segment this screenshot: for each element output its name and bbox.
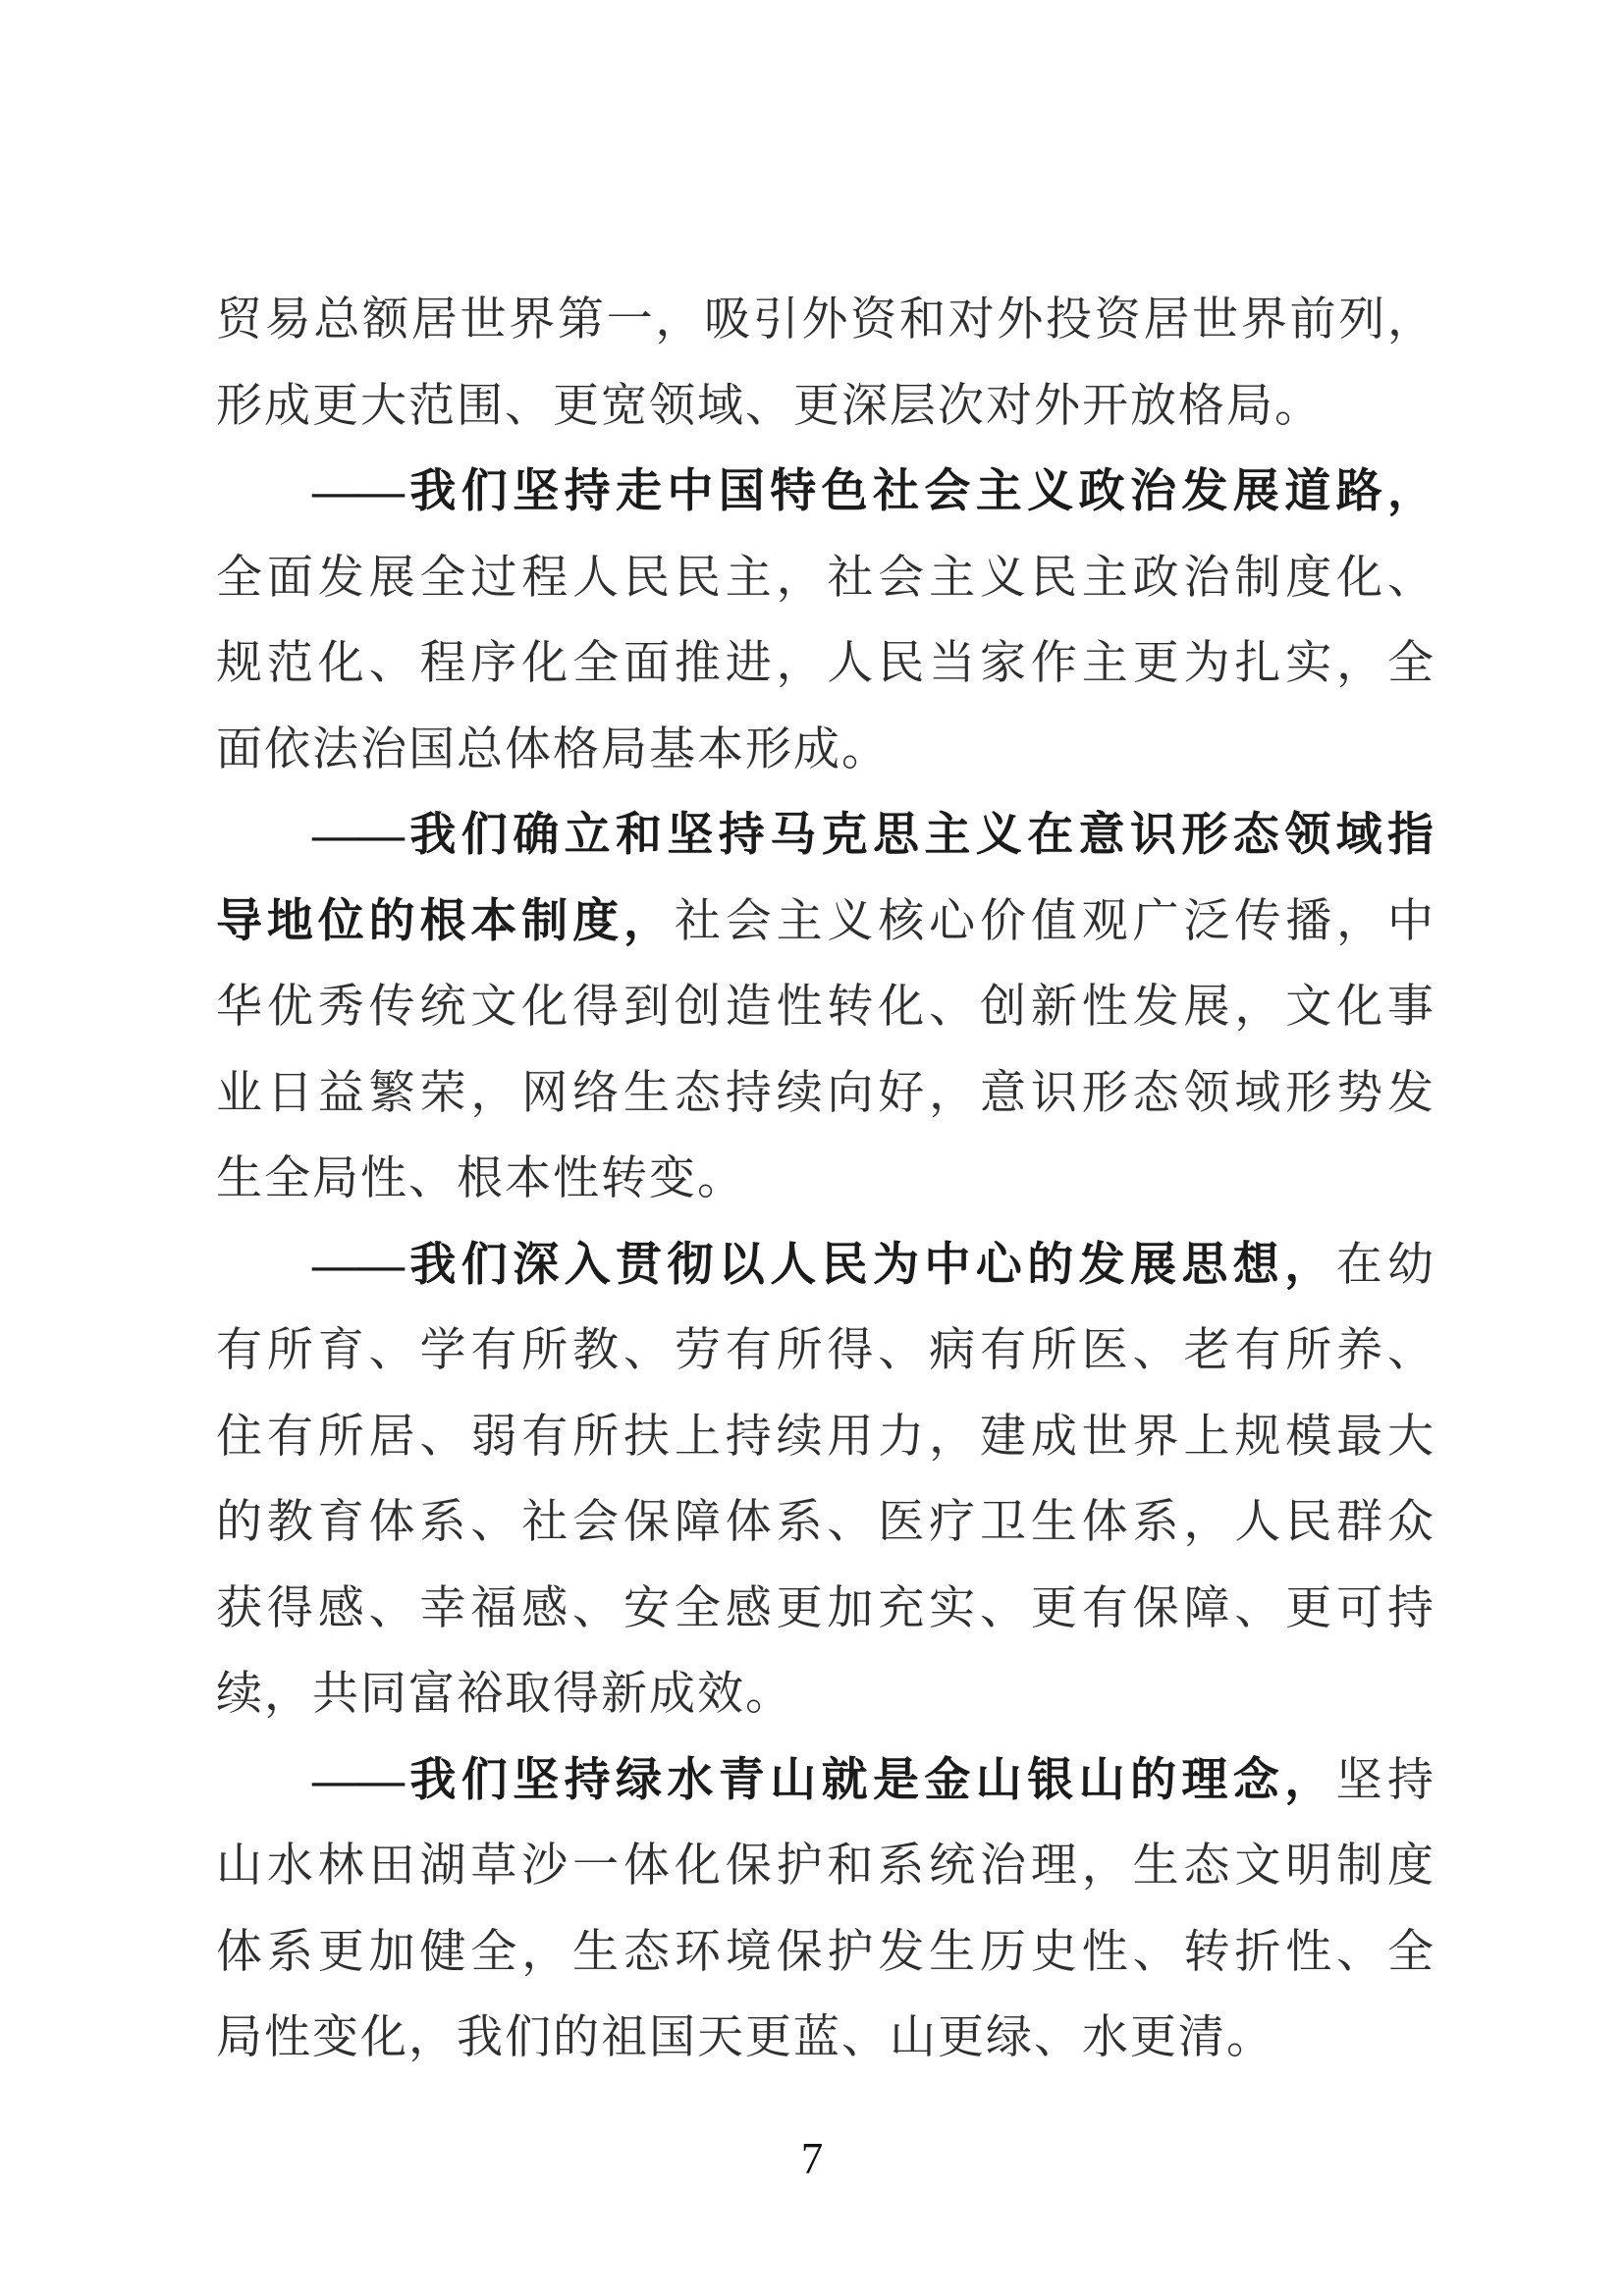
text-line	[216, 1910, 1434, 1997]
emphasis-text: ——我们确立和坚持马克思主义在意识形态领域指	[312, 810, 1434, 861]
body-text: 山水林田湖草沙一体化保护和系统治理，生态文明制度	[216, 1841, 1434, 1892]
paragraph	[216, 1223, 1434, 1738]
emphasis-text: ——我们坚持走中国特色社会主义政治发展道路，	[312, 466, 1434, 517]
body-text: 华优秀传统文化得到创造性转化、创新性发展，文化事	[216, 982, 1434, 1033]
body-text: 续，共同富裕取得新成效。	[216, 1669, 793, 1720]
paragraph	[216, 450, 1434, 793]
text-line	[216, 1652, 1434, 1738]
text-line	[216, 1567, 1434, 1653]
text-line	[216, 1738, 1434, 1825]
body-text: 贸易总额居世界第一，吸引外资和对外投资居世界前列，	[216, 294, 1434, 346]
body-text: 规范化、程序化全面推进，人民当家作主更为扎实，全	[216, 638, 1434, 689]
text-line	[216, 793, 1434, 880]
body-text: 社会主义核心价值观广泛传播，中	[674, 895, 1434, 947]
text-line	[216, 1308, 1434, 1395]
body-text: 形成更大范围、更宽领域、更深层次对外开放格局。	[216, 380, 1323, 432]
document-body	[216, 278, 1434, 2082]
body-text: 住有所居、弱有所扶上持续用力，建成世界上规模最大	[216, 1411, 1434, 1463]
text-line	[216, 1223, 1434, 1309]
text-line	[216, 880, 1434, 966]
text-line	[216, 1996, 1434, 2082]
body-text: 面依法治国总体格局基本形成。	[216, 723, 890, 775]
text-line	[216, 965, 1434, 1051]
text-line	[216, 450, 1434, 536]
page-number: 7	[800, 2134, 824, 2183]
body-text: 的教育体系、社会保障体系、医疗卫生体系，人民群众	[216, 1497, 1434, 1548]
text-line	[216, 1824, 1434, 1910]
text-line	[216, 1137, 1434, 1223]
text-line	[216, 1051, 1434, 1138]
body-text: 在幼	[1335, 1239, 1434, 1291]
emphasis-text: ——我们坚持绿水青山就是金山银山的理念，	[312, 1754, 1336, 1806]
body-text: 获得感、幸福感、安全感更加充实、更有保障、更可持	[216, 1582, 1434, 1634]
text-line	[216, 1480, 1434, 1567]
body-text: 坚持	[1335, 1754, 1434, 1806]
paragraph	[216, 793, 1434, 1223]
emphasis-text: 导地位的根本制度，	[216, 895, 675, 947]
paragraph	[216, 278, 1434, 450]
body-text: 全面发展全过程人民民主，社会主义民主政治制度化、	[216, 552, 1434, 604]
text-line	[216, 536, 1434, 622]
emphasis-text: ——我们深入贯彻以人民为中心的发展思想，	[312, 1239, 1336, 1291]
paragraph	[216, 1738, 1434, 2082]
text-line	[216, 621, 1434, 708]
body-text: 业日益繁荣，网络生态持续向好，意识形态领域形势发	[216, 1067, 1434, 1119]
body-text: 生全局性、根本性转变。	[216, 1153, 745, 1204]
body-text: 体系更加健全，生态环境保护发生历史性、转折性、全	[216, 1926, 1434, 1978]
body-text: 局性变化，我们的祖国天更蓝、山更绿、水更清。	[216, 2012, 1274, 2063]
text-line	[216, 364, 1434, 451]
body-text: 有所育、学有所教、劳有所得、病有所医、老有所养、	[216, 1325, 1434, 1376]
text-line	[216, 278, 1434, 364]
text-line	[216, 1395, 1434, 1481]
text-line	[216, 708, 1434, 794]
